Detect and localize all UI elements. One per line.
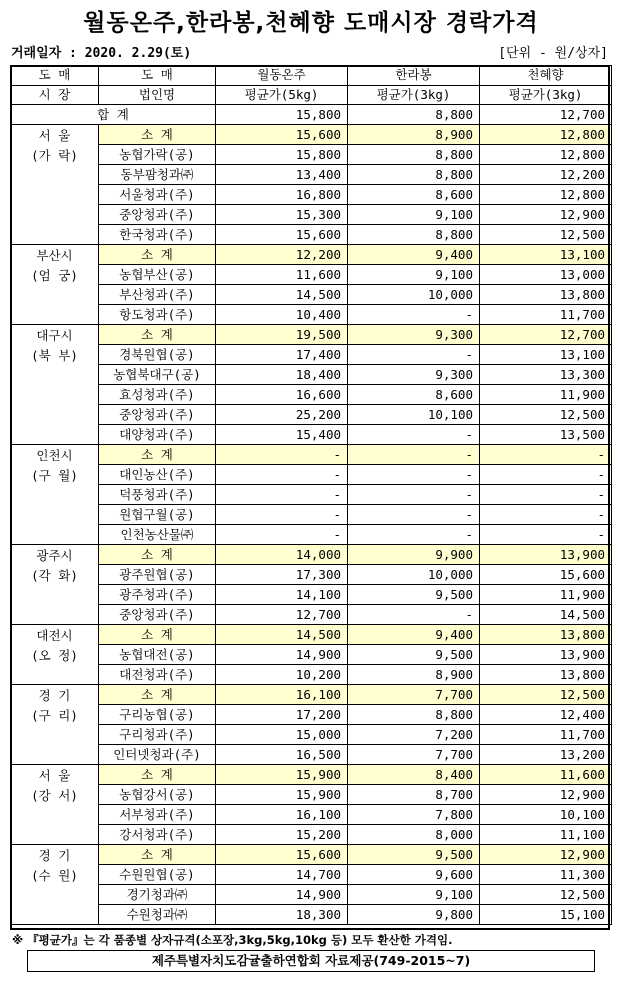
- market-cell: [11, 445, 99, 545]
- market-name: 경 기: [38, 688, 71, 703]
- price-cell: 18,300: [216, 905, 348, 925]
- price-cell: 8,600: [348, 185, 480, 205]
- price-cell: 12,700: [216, 605, 348, 625]
- price-cell: 8,400: [348, 765, 480, 785]
- market-cell: [11, 125, 99, 245]
- price-cell: -: [348, 445, 480, 465]
- price-cell: -: [216, 525, 348, 545]
- price-cell: 18,400: [216, 365, 348, 385]
- price-cell: 13,300: [480, 365, 612, 385]
- price-cell: 8,700: [348, 785, 480, 805]
- corp-name: 중앙청과(주): [99, 405, 216, 425]
- corp-name: 대양청과(주): [99, 425, 216, 445]
- price-cell: 13,400: [216, 165, 348, 185]
- price-cell: 9,500: [348, 645, 480, 665]
- subtotal-label: 소 계: [99, 845, 216, 865]
- subtotal-label: 소 계: [99, 685, 216, 705]
- market-cell: [11, 845, 99, 925]
- price-cell: 15,900: [216, 765, 348, 785]
- price-cell: -: [480, 465, 612, 485]
- price-cell: 8,600: [348, 385, 480, 405]
- price-cell: 14,500: [480, 605, 612, 625]
- corp-name: 대인농산(주): [99, 465, 216, 485]
- corp-name: 농협대전(공): [99, 645, 216, 665]
- price-cell: 12,900: [480, 785, 612, 805]
- price-cell: 13,900: [480, 545, 612, 565]
- price-cell: 14,500: [216, 625, 348, 645]
- price-cell: 11,600: [216, 265, 348, 285]
- price-table: [10, 65, 612, 925]
- price-cell: 15,600: [216, 845, 348, 865]
- table-row: [11, 345, 612, 365]
- price-cell: -: [216, 505, 348, 525]
- table-row: [11, 645, 612, 665]
- price-cell: 12,500: [480, 405, 612, 425]
- corp-name: 덕풍청과(주): [99, 485, 216, 505]
- price-cell: 12,200: [216, 245, 348, 265]
- price-cell: 15,600: [216, 125, 348, 145]
- price-cell: 17,300: [216, 565, 348, 585]
- corp-name: 서울청과(주): [99, 185, 216, 205]
- corp-name: 수원청과㈜: [99, 905, 216, 925]
- unit-note: [단위 - 원/상자]: [498, 46, 608, 61]
- price-cell: 12,800: [480, 125, 612, 145]
- price-cell: 13,900: [480, 645, 612, 665]
- price-cell: 7,700: [348, 685, 480, 705]
- price-cell: 15,100: [480, 905, 612, 925]
- product-header-2: 한라봉: [348, 66, 480, 86]
- footnote: ※ 『평균가』는 각 품종별 상자규격(소포장,3kg,5kg,10kg 등) 모두 환산한 가격임.: [12, 933, 453, 947]
- corp-name: 광주청과(주): [99, 585, 216, 605]
- price-cell: 9,100: [348, 265, 480, 285]
- price-cell: 15,300: [216, 205, 348, 225]
- price-cell: 16,800: [216, 185, 348, 205]
- corp-name: 중앙청과(주): [99, 205, 216, 225]
- price-cell: -: [348, 305, 480, 325]
- price-cell: 15,800: [216, 145, 348, 165]
- corp-name: 강서청과(주): [99, 825, 216, 845]
- avg-label-1: 평균가(5kg): [216, 85, 348, 105]
- corp-name: 항도청과(주): [99, 305, 216, 325]
- price-cell: -: [480, 445, 612, 465]
- price-cell: 9,600: [348, 865, 480, 885]
- market-name: 서 울: [38, 128, 71, 143]
- table-row: [11, 385, 612, 405]
- price-cell: -: [216, 485, 348, 505]
- price-cell: 13,100: [480, 345, 612, 365]
- subtotal-label: 소 계: [99, 765, 216, 785]
- market-district: (강 서): [31, 788, 78, 803]
- subtotal-row: [11, 685, 612, 705]
- table-row: [11, 365, 612, 385]
- price-cell: 9,300: [348, 325, 480, 345]
- price-cell: 9,800: [348, 905, 480, 925]
- trade-date: 거래일자 : 2020. 2.29(토): [11, 46, 192, 61]
- price-cell: 16,100: [216, 805, 348, 825]
- price-cell: -: [348, 425, 480, 445]
- market-cell: [11, 245, 99, 325]
- price-cell: 8,900: [348, 665, 480, 685]
- market-district: (엄 궁): [31, 268, 78, 283]
- price-cell: 10,400: [216, 305, 348, 325]
- price-cell: 11,300: [480, 865, 612, 885]
- price-cell: 16,600: [216, 385, 348, 405]
- price-cell: 11,700: [480, 725, 612, 745]
- corp-name: 수원원협(공): [99, 865, 216, 885]
- price-cell: 7,800: [348, 805, 480, 825]
- price-cell: 14,100: [216, 585, 348, 605]
- price-cell: 9,100: [348, 205, 480, 225]
- price-cell: 10,000: [348, 565, 480, 585]
- market-name: 부산시: [36, 248, 73, 263]
- market-name: 대전시: [36, 628, 73, 643]
- table-row: [11, 585, 612, 605]
- table-row: [11, 665, 612, 685]
- price-cell: 17,200: [216, 705, 348, 725]
- table-row: [11, 485, 612, 505]
- corp-name: 인터넷청과(주): [99, 745, 216, 765]
- market-cell: [11, 325, 99, 445]
- price-cell: 13,800: [480, 665, 612, 685]
- price-cell: 10,200: [216, 665, 348, 685]
- market-district: (오 정): [31, 648, 78, 663]
- price-cell: 15,900: [216, 785, 348, 805]
- table-row: [11, 745, 612, 765]
- product-header-1: 월동온주: [216, 66, 348, 86]
- table-row: [11, 165, 612, 185]
- corp-name: 서부청과(주): [99, 805, 216, 825]
- table-row: [11, 525, 612, 545]
- subtotal-label: 소 계: [99, 445, 216, 465]
- price-cell: 8,900: [348, 125, 480, 145]
- price-cell: 8,800: [348, 165, 480, 185]
- table-row: [11, 225, 612, 245]
- corp-name: 구리농협(공): [99, 705, 216, 725]
- subtotal-label: 소 계: [99, 325, 216, 345]
- market-district: (구 리): [31, 708, 78, 723]
- subtotal-label: 소 계: [99, 625, 216, 645]
- price-cell: 9,900: [348, 545, 480, 565]
- price-cell: 9,300: [348, 365, 480, 385]
- corp-name: 농협북대구(공): [99, 365, 216, 385]
- table-row: [11, 405, 612, 425]
- price-cell: 11,900: [480, 585, 612, 605]
- price-cell: 13,100: [480, 245, 612, 265]
- table-row: [11, 605, 612, 625]
- corp-name: 구리청과(주): [99, 725, 216, 745]
- price-cell: 12,500: [480, 225, 612, 245]
- market-header-1: 도 매: [11, 66, 99, 86]
- price-cell: 17,400: [216, 345, 348, 365]
- market-district: (구 월): [31, 468, 78, 483]
- corp-name: 농협가락(공): [99, 145, 216, 165]
- subtotal-row: [11, 125, 612, 145]
- source-box: 제주특별자치도감귤출하연합회 자료제공(749-2015~7): [27, 950, 595, 972]
- price-cell: 14,700: [216, 865, 348, 885]
- corp-name: 농협강서(공): [99, 785, 216, 805]
- corp-name: 대전청과(주): [99, 665, 216, 685]
- price-cell: 16,100: [216, 685, 348, 705]
- market-district: (가 락): [31, 148, 78, 163]
- price-cell: -: [348, 525, 480, 545]
- table-row: [11, 805, 612, 825]
- corp-name: 원협구월(공): [99, 505, 216, 525]
- price-cell: 13,800: [480, 625, 612, 645]
- corp-name: 효성청과(주): [99, 385, 216, 405]
- header-row-1: [11, 66, 612, 86]
- table-row: [11, 565, 612, 585]
- price-cell: -: [216, 465, 348, 485]
- table-row: [11, 785, 612, 805]
- corp-header-2: 법인명: [99, 85, 216, 105]
- price-cell: 8,000: [348, 825, 480, 845]
- price-cell: 14,000: [216, 545, 348, 565]
- table-row: [11, 705, 612, 725]
- market-district: (북 부): [31, 348, 78, 363]
- subtotal-row: [11, 545, 612, 565]
- price-cell: -: [348, 345, 480, 365]
- price-cell: 25,200: [216, 405, 348, 425]
- table-row: [11, 885, 612, 905]
- market-cell: [11, 625, 99, 685]
- price-cell: 9,500: [348, 845, 480, 865]
- price-cell: -: [480, 485, 612, 505]
- price-cell: -: [216, 445, 348, 465]
- table-row: [11, 185, 612, 205]
- price-cell: 15,200: [216, 825, 348, 845]
- grand-total-row: [11, 105, 612, 125]
- price-cell: 13,800: [480, 285, 612, 305]
- market-name: 광주시: [36, 548, 73, 563]
- price-cell: 12,800: [480, 185, 612, 205]
- product-header-3: 천혜향: [480, 66, 612, 86]
- price-cell: -: [480, 525, 612, 545]
- price-cell: 12,400: [480, 705, 612, 725]
- subtotal-label: 소 계: [99, 245, 216, 265]
- table-row: [11, 145, 612, 165]
- header-row-2: [11, 85, 612, 105]
- corp-name: 중앙청과(주): [99, 605, 216, 625]
- price-cell: -: [348, 485, 480, 505]
- price-cell: -: [480, 505, 612, 525]
- price-cell: 9,500: [348, 585, 480, 605]
- table-row: [11, 825, 612, 845]
- price-cell: 9,400: [348, 245, 480, 265]
- table-row: [11, 905, 612, 925]
- subtotal-row: [11, 845, 612, 865]
- corp-name: 광주원협(공): [99, 565, 216, 585]
- price-cell: -: [348, 465, 480, 485]
- corp-name: 동부팜청과㈜: [99, 165, 216, 185]
- market-name: 경 기: [38, 848, 71, 863]
- price-cell: 9,100: [348, 885, 480, 905]
- price-cell: 10,000: [348, 285, 480, 305]
- price-cell: 12,900: [480, 845, 612, 865]
- price-cell: 11,700: [480, 305, 612, 325]
- price-cell: -: [348, 605, 480, 625]
- price-cell: 13,500: [480, 425, 612, 445]
- price-cell: 16,500: [216, 745, 348, 765]
- price-cell: 10,100: [348, 405, 480, 425]
- grand-total-value: 12,700: [480, 105, 612, 125]
- price-cell: 8,800: [348, 705, 480, 725]
- price-cell: 12,500: [480, 685, 612, 705]
- subtotal-row: [11, 765, 612, 785]
- table-row: [11, 305, 612, 325]
- corp-name: 인천농산물㈜: [99, 525, 216, 545]
- market-district: (수 원): [31, 868, 78, 883]
- price-cell: 13,200: [480, 745, 612, 765]
- market-header-2: 시 장: [11, 85, 99, 105]
- price-cell: -: [348, 505, 480, 525]
- price-cell: 11,900: [480, 385, 612, 405]
- market-cell: [11, 545, 99, 625]
- corp-name: 한국청과(주): [99, 225, 216, 245]
- market-name: 인천시: [36, 448, 73, 463]
- price-cell: 8,800: [348, 145, 480, 165]
- price-cell: 15,000: [216, 725, 348, 745]
- price-cell: 12,900: [480, 205, 612, 225]
- table-row: [11, 725, 612, 745]
- market-name: 대구시: [36, 328, 73, 343]
- market-cell: [11, 765, 99, 845]
- price-cell: 13,000: [480, 265, 612, 285]
- corp-name: 부산청과(주): [99, 285, 216, 305]
- price-cell: 8,800: [348, 225, 480, 245]
- price-cell: 15,400: [216, 425, 348, 445]
- subtotal-row: [11, 325, 612, 345]
- grand-total-value: 15,800: [216, 105, 348, 125]
- price-cell: 15,600: [480, 565, 612, 585]
- table-row: [11, 265, 612, 285]
- table-row: [11, 865, 612, 885]
- page-title: 월동온주,한라봉,천혜향 도매시장 경락가격: [83, 10, 539, 36]
- price-cell: 12,700: [480, 325, 612, 345]
- grand-total-value: 8,800: [348, 105, 480, 125]
- price-cell: 14,900: [216, 645, 348, 665]
- price-cell: 7,200: [348, 725, 480, 745]
- subtotal-row: [11, 245, 612, 265]
- subtotal-label: 소 계: [99, 545, 216, 565]
- corp-header-1: 도 매: [99, 66, 216, 86]
- price-cell: 19,500: [216, 325, 348, 345]
- corp-name: 경기청과㈜: [99, 885, 216, 905]
- price-cell: 14,900: [216, 885, 348, 905]
- market-name: 서 울: [38, 768, 71, 783]
- corp-name: 경북원협(공): [99, 345, 216, 365]
- price-cell: 12,200: [480, 165, 612, 185]
- corp-name: 농협부산(공): [99, 265, 216, 285]
- market-district: (각 화): [31, 568, 78, 583]
- price-cell: 12,800: [480, 145, 612, 165]
- table-row: [11, 465, 612, 485]
- grand-total-label: 합 계: [11, 105, 216, 125]
- table-row: [11, 505, 612, 525]
- subtotal-label: 소 계: [99, 125, 216, 145]
- price-cell: 9,400: [348, 625, 480, 645]
- price-cell: 12,500: [480, 885, 612, 905]
- avg-label-2: 평균가(3kg): [348, 85, 480, 105]
- avg-label-3: 평균가(3kg): [480, 85, 612, 105]
- price-cell: 15,600: [216, 225, 348, 245]
- table-row: [11, 205, 612, 225]
- subtotal-row: [11, 625, 612, 645]
- table-row: [11, 425, 612, 445]
- price-cell: 14,500: [216, 285, 348, 305]
- price-cell: 11,100: [480, 825, 612, 845]
- price-cell: 10,100: [480, 805, 612, 825]
- price-cell: 7,700: [348, 745, 480, 765]
- market-cell: [11, 685, 99, 765]
- subtotal-row: [11, 445, 612, 465]
- price-cell: 11,600: [480, 765, 612, 785]
- table-row: [11, 285, 612, 305]
